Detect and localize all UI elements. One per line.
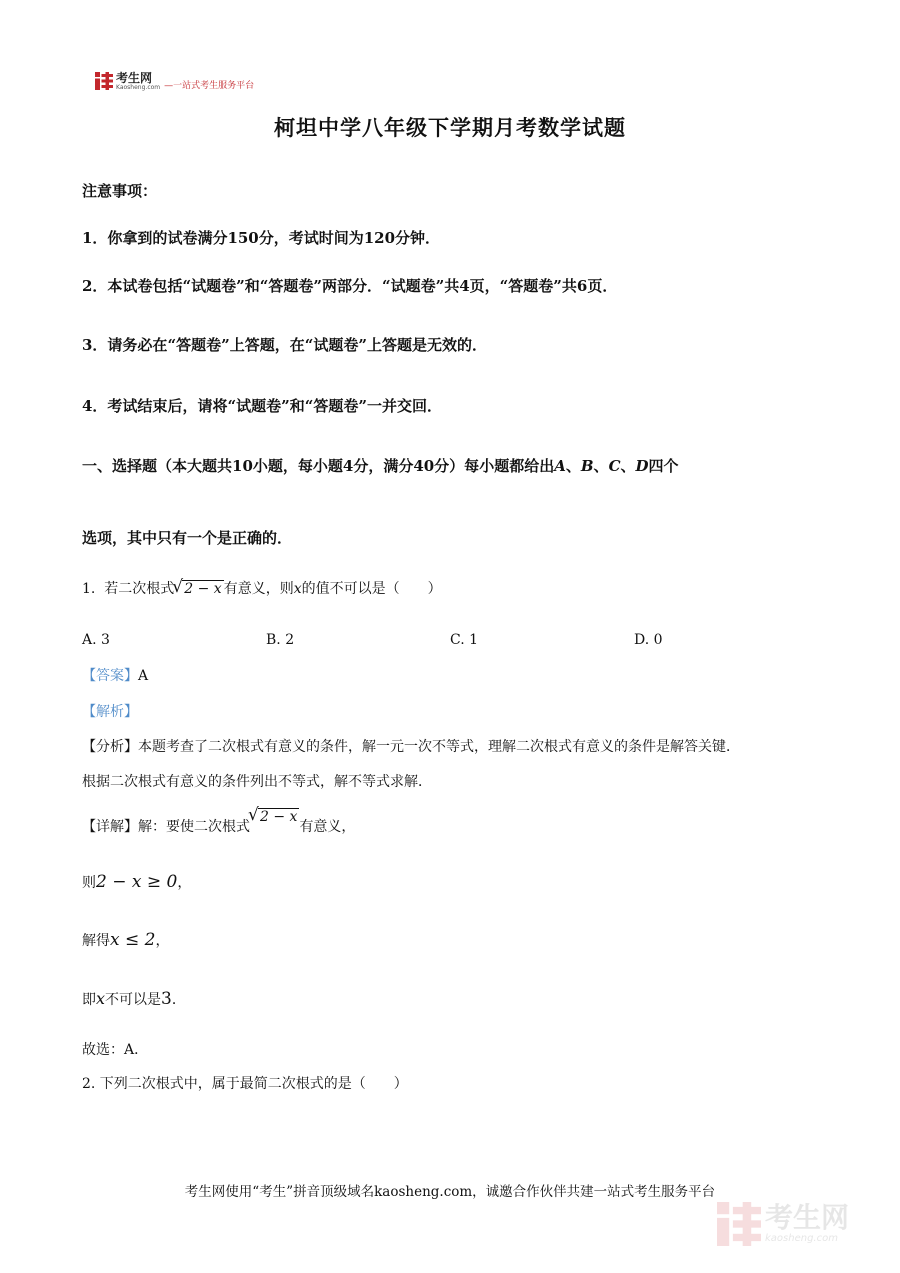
watermark-name: 考生网 xyxy=(765,1201,850,1234)
answer-value: A xyxy=(138,668,149,684)
answer-label: 【答案】 xyxy=(82,668,138,684)
conclusion: 故选：A． xyxy=(82,1042,149,1058)
note-item-4: 4．考试结束后，请将“试题卷”和“答题卷”一并交回． xyxy=(82,397,442,415)
footer-text: 考生网使用“考生”拼音顶级域名kaosheng.com，诚邀合作伙伴共建一站式考生服务平台 xyxy=(184,1184,716,1200)
step-2: 解得x ≤ 2， xyxy=(82,930,170,950)
radical-expression-detail: √ 2 − x xyxy=(250,809,299,825)
header-logo xyxy=(95,72,254,91)
question-2-stem: 2. 下列二次根式中，属于最简二次根式的是（ ） xyxy=(82,1076,408,1092)
logo-name: 考生网 xyxy=(116,71,153,85)
section-heading-line1: 一、选择题（本大题共10小题，每小题4分，满分40分）每小题都给出A、B、C、D四个 xyxy=(82,457,679,475)
option-d: D. 0 xyxy=(634,632,663,648)
logo-slogan: —一站式考生服务平台 xyxy=(164,81,255,91)
watermark-domain: kaosheng.com xyxy=(765,1233,838,1244)
option-b: B. 2 xyxy=(266,632,295,648)
analysis-label: 【解析】 xyxy=(82,704,138,720)
step-3: 即x不可以是3． xyxy=(82,989,186,1009)
answer-line xyxy=(82,665,148,685)
analysis-fenxi: 【分析】本题考查了二次根式有意义的条件，解一元一次不等式，理解二次根式有意义的条件是解答关键． xyxy=(82,739,740,755)
note-item-3: 3．请务必在“答题卷”上答题，在“试题卷”上答题是无效的． xyxy=(82,336,487,354)
option-a: A. 3 xyxy=(82,632,110,648)
notes-heading: 注意事项： xyxy=(82,182,158,200)
step-1: 则2 − x ≥ 0， xyxy=(82,872,192,892)
watermark-logo xyxy=(717,1202,849,1246)
analysis-fenxi-2: 根据二次根式有意义的条件列出不等式，解不等式求解． xyxy=(82,774,432,790)
note-item-1: 1．你拿到的试卷满分150分，考试时间为120分钟． xyxy=(82,229,441,247)
kaosheng-watermark-icon xyxy=(717,1202,761,1246)
detail-line: 【详解】解：要使二次根式√ 2 − x有意义， xyxy=(82,816,355,836)
note-item-2: 2．本试卷包括“试题卷”和“答题卷”两部分．“试题卷”共4页，“答题卷”共6页． xyxy=(82,277,618,295)
logo-domain: Kaosheng.com xyxy=(116,84,161,91)
option-c: C. 1 xyxy=(450,632,479,648)
section-heading-line2: 选项，其中只有一个是正确的． xyxy=(82,529,293,547)
page-title: 柯坦中学八年级下学期月考数学试题 xyxy=(274,115,626,140)
kaosheng-logo-icon xyxy=(95,72,113,90)
question-1-stem: 1. 若二次根式√ 2 − x 有意义，则x的值不可以是（ ） xyxy=(82,578,442,598)
radical-expression: √ 2 − x xyxy=(174,581,223,597)
